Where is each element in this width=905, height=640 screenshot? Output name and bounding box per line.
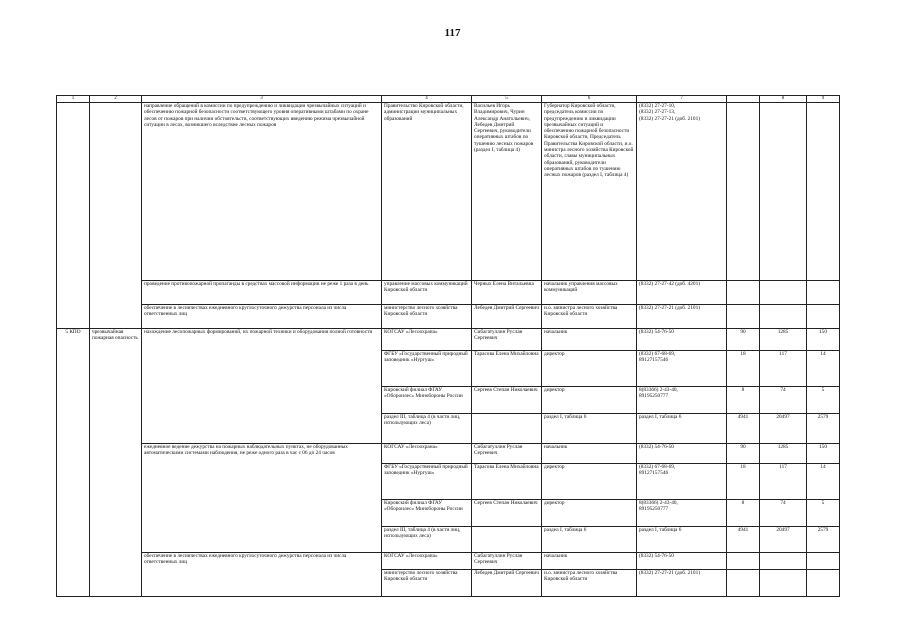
column-number: 5 [472, 96, 542, 103]
column-number: 3 [142, 96, 382, 103]
value-cell: 74 [760, 500, 807, 527]
responsible-person-cell: Лебедев Дмитрий Сергеевич [472, 305, 542, 329]
value-cell [760, 553, 807, 570]
organization-cell: КОГСАУ «Лесоохрана» [382, 329, 472, 351]
responsible-person-cell: Сибагатуллин Руслан Сергеевич [472, 444, 542, 464]
organization-cell: министерство лесного хозяйства Кировской области [382, 305, 472, 329]
responsible-person-cell: Сергеев Степан Николаевич [472, 500, 542, 527]
code-cell [57, 103, 90, 329]
value-cell [727, 553, 760, 570]
responsible-person-cell: Черных Елена Витальевна [472, 281, 542, 305]
table-row [57, 103, 840, 281]
position-cell: раздел I, таблица 6 [542, 527, 637, 553]
column-number: 1 [57, 96, 90, 103]
column-number-row [57, 96, 840, 103]
table-row [57, 305, 840, 329]
measure-cell: ежедневное ведение дежурства на пожарных наблюдательных пунктах, не оборудованных автоматическими системами наблюдения, не реже одного раза в час с 06 до 24 часов [142, 444, 382, 553]
value-cell [727, 570, 760, 597]
value-cell [760, 103, 807, 281]
organization-cell: ФГБУ «Государственный природный заповедник «Нургуш» [382, 464, 472, 500]
measure-cell: проведение противопожарной пропаганды в средствах массовой информации не реже 1 раза в день [142, 281, 382, 305]
position-cell: директор [542, 500, 637, 527]
position-cell: начальник [542, 553, 637, 570]
value-cell: 5 [807, 387, 840, 414]
position-cell: начальник [542, 329, 637, 351]
value-cell [760, 570, 807, 597]
measure-cell: направление обращений в комиссии по предупреждению и ликвидации чрезвычайных ситуаций и обеспечению пожарной безопасности соответствующего уровня оперативными штабами по охране лесов от пожаров при наличии обстоятельств, соответствующих введению режима чрезвычайной ситуации в лесах, возникшего вследствие лесных пожаров [142, 103, 382, 281]
value-cell: 8 [727, 387, 760, 414]
organization-cell: раздел III, таблица 4 (в части лиц, использующих леса) [382, 527, 472, 553]
value-cell [807, 103, 840, 281]
value-cell: 74 [760, 387, 807, 414]
code-cell: 5 КПО [57, 329, 90, 597]
value-cell: 20497 [760, 414, 807, 444]
measure-cell: нахождение лесопожарных формирований, их пожарной техники и оборудования полной готовности [142, 329, 382, 444]
value-cell: 20497 [760, 527, 807, 553]
table-row [57, 329, 840, 351]
position-cell: и.о. министра лесного хозяйства Кировской области [542, 570, 637, 597]
organization-cell: управление массовых коммуникаций Кировской области [382, 281, 472, 305]
position-cell: начальник управления массовых коммуникаций [542, 281, 637, 305]
value-cell: 5 [807, 500, 840, 527]
value-cell: 4941 [727, 527, 760, 553]
organization-cell: министерство лесного хозяйства Кировской области [382, 570, 472, 597]
measure-cell: обеспечение в лесничествах ежедневного круглосуточного дежурства персонала из числа ответственных лиц [142, 553, 382, 597]
organization-cell: раздел III, таблица 4 (в части лиц, использующих леса) [382, 414, 472, 444]
column-number: 7 [637, 96, 727, 103]
value-cell: 14 [807, 351, 840, 387]
value-cell: 117 [760, 351, 807, 387]
table-row [57, 444, 840, 464]
value-cell [727, 305, 760, 329]
value-cell [727, 281, 760, 305]
value-cell: 90 [727, 329, 760, 351]
value-cell: 150 [807, 444, 840, 464]
phone-cell: (8332) 54-76-50 [637, 553, 727, 570]
value-cell: 117 [760, 464, 807, 500]
responsible-person-cell: Тарасова Елена Михайловна [472, 351, 542, 387]
organization-cell: КОГСАУ «Лесоохрана» [382, 444, 472, 464]
phone-cell: (8332) 54-76-50 [637, 329, 727, 351]
phone-cell: раздел I, таблица 6 [637, 527, 727, 553]
value-cell: 18 [727, 351, 760, 387]
danger-level-cell: чрезвычайная пожарная опасность [90, 329, 142, 597]
value-cell [807, 305, 840, 329]
phone-cell: (8332) 54-76-50 [637, 444, 727, 464]
responsible-person-cell [472, 527, 542, 553]
organization-cell: Кировский филиал ФГАУ «Оборонлес» Минобороны России [382, 387, 472, 414]
value-cell: 18 [727, 464, 760, 500]
column-number: 2 [90, 96, 142, 103]
value-cell: 4941 [727, 414, 760, 444]
value-cell [807, 553, 840, 570]
column-number: 8 [760, 96, 807, 103]
value-cell: 1285 [760, 329, 807, 351]
page-number: 117 [444, 27, 461, 39]
organization-cell: КОГСАУ «Лесоохрана» [382, 553, 472, 570]
value-cell: 14 [807, 464, 840, 500]
phone-cell: (8332) 27-27-10, (8332) 27-27-13, (8332) 27-27-21 (доб. 2101) [637, 103, 727, 281]
phone-cell: (8332) 27-27-42 (доб. 4201) [637, 281, 727, 305]
table-row [57, 281, 840, 305]
responsible-person-cell: Сергеев Степан Николаевич [472, 387, 542, 414]
phone-cell: 8(83366) 2-43-40, 89195250777 [637, 387, 727, 414]
column-number [727, 96, 760, 103]
column-number: 4 [382, 96, 472, 103]
responsible-person-cell: Лебедев Дмитрий Сергеевич [472, 570, 542, 597]
phone-cell: (8332) 67-68-69, 89127157546 [637, 351, 727, 387]
organization-cell: Правительство Кировской области, администрации муниципальных образований [382, 103, 472, 281]
phone-cell: раздел I, таблица 6 [637, 414, 727, 444]
position-cell: директор [542, 464, 637, 500]
measure-cell: обеспечение в лесничествах ежедневного круглосуточного дежурства персонала из числа ответственных лиц [142, 305, 382, 329]
phone-cell: (8332) 27-27-21 (доб. 2101) [637, 305, 727, 329]
value-cell [807, 570, 840, 597]
responsible-person-cell: Сибагатуллин Руслан Сергеевич [472, 553, 542, 570]
value-cell [760, 281, 807, 305]
danger-level-cell [90, 103, 142, 329]
responsible-person-cell [472, 414, 542, 444]
value-cell: 8 [727, 500, 760, 527]
value-cell [760, 305, 807, 329]
phone-cell: (8332) 27-27-21 (доб. 2101) [637, 570, 727, 597]
organization-cell: ФГБУ «Государственный природный заповедник «Нургуш» [382, 351, 472, 387]
value-cell: 2579 [807, 527, 840, 553]
table-row [57, 553, 840, 570]
position-cell: раздел I, таблица 6 [542, 414, 637, 444]
response-measures-table [56, 95, 840, 597]
column-number: 6 [542, 96, 637, 103]
responsible-person-cell: Сибагатуллин Руслан Сергеевич [472, 329, 542, 351]
responsible-person-cell: Васильев Игорь Владимирович, Чурин Александр Анатольевич, Лебедев Дмитрий Сергеевич, руководители оперативных штабов по тушению лесных пожаров (раздел I, таблица 4) [472, 103, 542, 281]
organization-cell: Кировский филиал ФГАУ «Оборонлес» Минобороны России [382, 500, 472, 527]
value-cell [727, 103, 760, 281]
position-cell: и.о. министра лесного хозяйства Кировской области [542, 305, 637, 329]
position-cell: директор [542, 387, 637, 414]
value-cell [807, 281, 840, 305]
value-cell: 90 [727, 444, 760, 464]
column-number: 9 [807, 96, 840, 103]
value-cell: 2579 [807, 414, 840, 444]
position-cell: начальник [542, 444, 637, 464]
position-cell: директор [542, 351, 637, 387]
responsible-person-cell: Тарасова Елена Михайловна [472, 464, 542, 500]
value-cell: 1285 [760, 444, 807, 464]
value-cell: 150 [807, 329, 840, 351]
phone-cell: (8332) 67-68-69, 89127157546 [637, 464, 727, 500]
phone-cell: 8(83366) 2-43-40, 89195250777 [637, 500, 727, 527]
position-cell: Губернатор Кировской области, председатель комиссии по предупреждению и ликвидации чрезвычайных ситуаций и обеспечению пожарной безопасности Кировской области, Председатель Правительства Кировской области, и.о. министра лесного хозяйства Кировской области, главы муниципальных образований, руководители оперативных штабов по тушению лесных пожаров (раздел I, таблица 4) [542, 103, 637, 281]
